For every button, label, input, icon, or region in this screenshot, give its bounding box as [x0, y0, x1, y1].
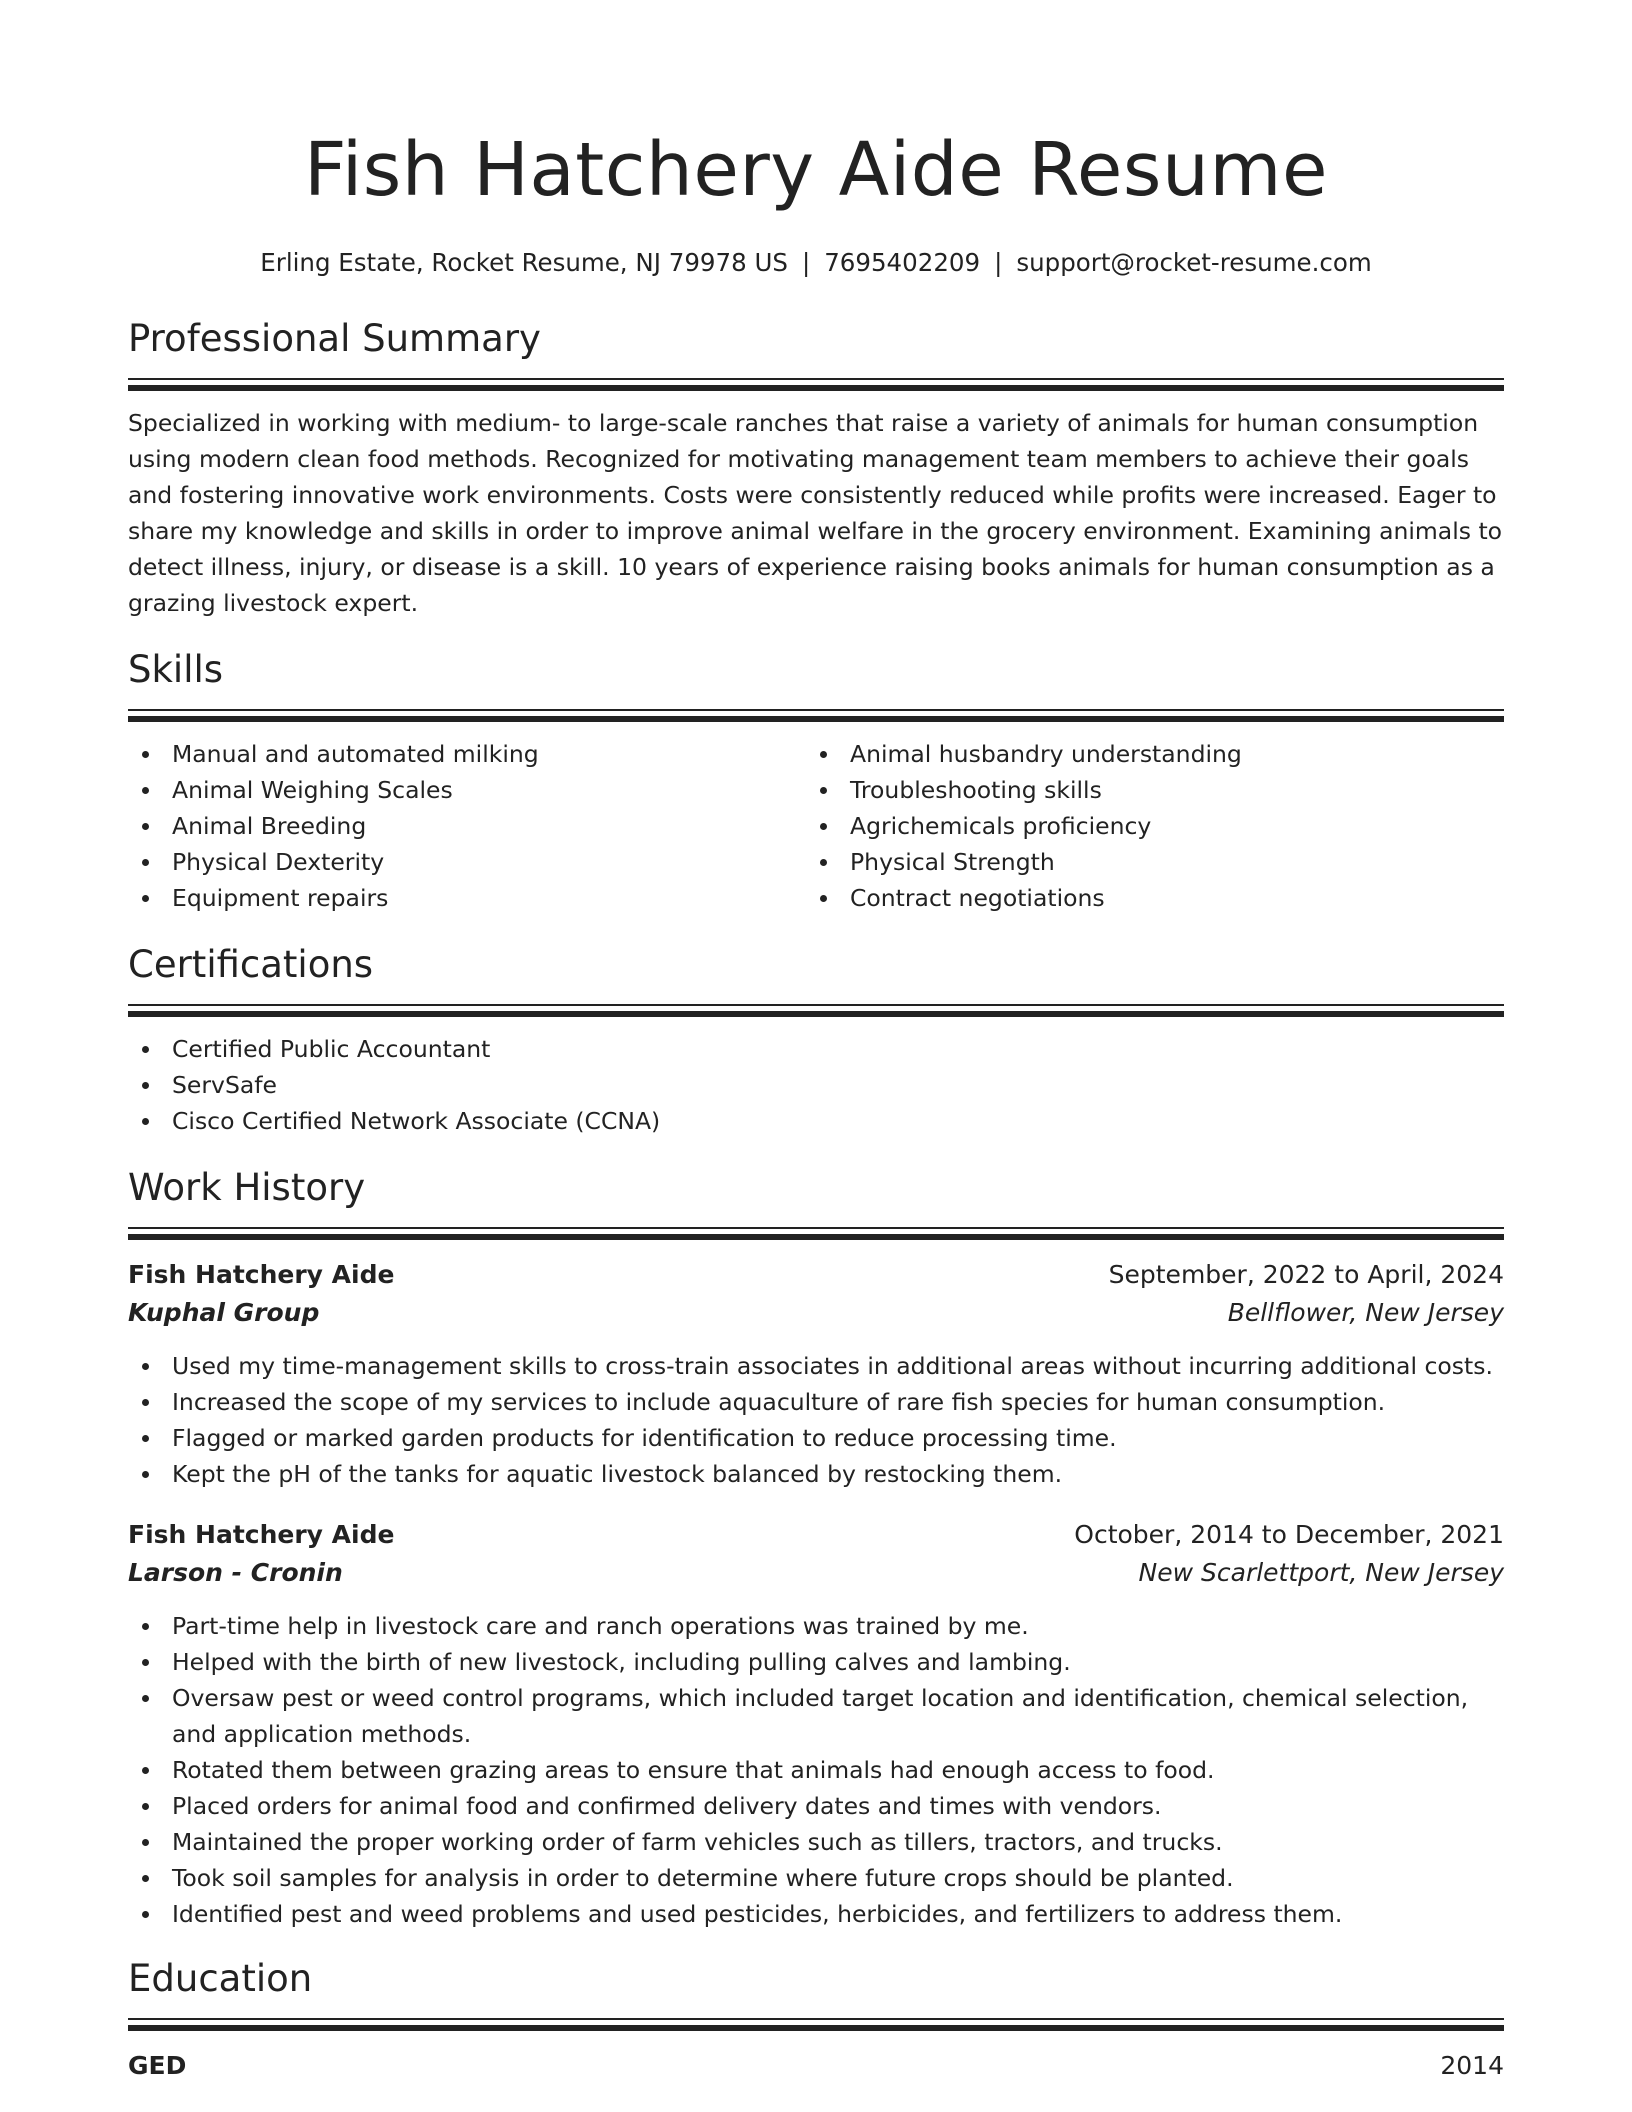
skill-item: Animal husbandry understanding: [806, 736, 1484, 772]
skill-item: Agrichemicals proficiency: [806, 808, 1484, 844]
skills-grid: [128, 736, 1504, 916]
job-subheader: [128, 1554, 1504, 1592]
certifications-list: [128, 1031, 1504, 1139]
education-heading: Education: [128, 1957, 313, 2000]
summary-heading: Professional Summary: [128, 317, 541, 360]
job-bullet: Oversaw pest or weed control programs, which included target location and identification, chemical selection, and application methods.: [128, 1680, 1504, 1752]
job-entry: [128, 1516, 1504, 1932]
education-entry: [128, 2047, 1504, 2085]
contact-separator: |: [994, 248, 1003, 277]
job-dates: October, 2014 to December, 2021: [1074, 1520, 1504, 1549]
education-section: [128, 1954, 1504, 2085]
contact-email[interactable]: support@rocket-resume.com: [1016, 248, 1372, 277]
job-subheader: [128, 1294, 1504, 1332]
education-degree: GED: [128, 2051, 187, 2080]
certification-item: Certified Public Accountant: [128, 1031, 1504, 1067]
skill-item: Troubleshooting skills: [806, 772, 1484, 808]
skills-list-left: [128, 736, 806, 916]
section-divider: [128, 709, 1504, 722]
skill-item: Manual and automated milking: [128, 736, 806, 772]
job-bullet: Identified pest and weed problems and used pesticides, herbicides, and fertilizers to address them.: [128, 1896, 1504, 1932]
job-header: [128, 1256, 1504, 1294]
skill-item: Physical Dexterity: [128, 844, 806, 880]
job-location: New Scarlettport, New Jersey: [1138, 1558, 1504, 1587]
job-bullets: [128, 1348, 1504, 1492]
contact-address: Erling Estate, Rocket Resume, NJ 79978 US: [260, 248, 788, 277]
skill-item: Contract negotiations: [806, 880, 1484, 916]
job-bullet: Kept the pH of the tanks for aquatic livestock balanced by restocking them.: [128, 1456, 1504, 1492]
certification-item: ServSafe: [128, 1067, 1504, 1103]
skill-item: Equipment repairs: [128, 880, 806, 916]
skill-item: Animal Weighing Scales: [128, 772, 806, 808]
job-company: Kuphal Group: [128, 1298, 320, 1327]
contact-line: [128, 246, 1504, 280]
summary-section: [128, 314, 1504, 621]
contact-separator: |: [801, 248, 811, 277]
education-year: 2014: [1440, 2051, 1504, 2080]
skill-item: Physical Strength: [806, 844, 1484, 880]
work-history-section: [128, 1163, 1504, 1932]
job-title: Fish Hatchery Aide: [128, 1260, 395, 1289]
section-divider: [128, 1227, 1504, 1240]
section-divider: [128, 2018, 1504, 2031]
resume-page: [128, 0, 1504, 2085]
job-header: [128, 1516, 1504, 1554]
job-dates: September, 2022 to April, 2024: [1108, 1260, 1504, 1289]
section-divider: [128, 1004, 1504, 1017]
job-bullet: Placed orders for animal food and confirmed delivery dates and times with vendors.: [128, 1788, 1504, 1824]
job-title: Fish Hatchery Aide: [128, 1520, 395, 1549]
summary-text: Specialized in working with medium- to large-scale ranches that raise a variety of animals for human consumption using modern clean food methods. Recognized for motivating management team members to achieve their goals and fostering innovative work environments. Costs were consistently reduced while profits were increased. Eager to share my knowledge and skills in order to improve animal welfare in the grocery environment. Examining animals to detect illness, injury, or disease is a skill. 10 years of experience raising books animals for human consumption as a grazing livestock expert.: [128, 409, 1503, 617]
job-bullets: [128, 1608, 1504, 1932]
contact-phone: 7695402209: [824, 248, 981, 277]
skill-item: Animal Breeding: [128, 808, 806, 844]
job-bullet: Increased the scope of my services to include aquaculture of rare fish species for human consumption.: [128, 1384, 1504, 1420]
job-bullet: Took soil samples for analysis in order to determine where future crops should be planted.: [128, 1860, 1504, 1896]
job-company: Larson - Cronin: [128, 1558, 343, 1587]
section-divider: [128, 378, 1504, 391]
job-bullet: Maintained the proper working order of farm vehicles such as tillers, tractors, and trucks.: [128, 1824, 1504, 1860]
job-bullet: Helped with the birth of new livestock, including pulling calves and lambing.: [128, 1644, 1504, 1680]
job-entry: [128, 1256, 1504, 1492]
job-location: Bellflower, New Jersey: [1227, 1298, 1504, 1327]
skills-heading: Skills: [128, 648, 224, 691]
job-bullet: Part-time help in livestock care and ranch operations was trained by me.: [128, 1608, 1504, 1644]
job-bullet: Rotated them between grazing areas to ensure that animals had enough access to food.: [128, 1752, 1504, 1788]
skills-list-right: [806, 736, 1484, 916]
certifications-heading: Certifications: [128, 943, 374, 986]
skills-section: [128, 645, 1504, 916]
certification-item: Cisco Certified Network Associate (CCNA): [128, 1103, 1504, 1139]
resume-title: Fish Hatchery Aide Resume: [304, 127, 1328, 213]
work-history-heading: Work History: [128, 1166, 366, 1209]
job-bullet: Flagged or marked garden products for identification to reduce processing time.: [128, 1420, 1504, 1456]
job-bullet: Used my time-management skills to cross-train associates in additional areas without incurring additional costs.: [128, 1348, 1504, 1384]
certifications-section: [128, 940, 1504, 1139]
